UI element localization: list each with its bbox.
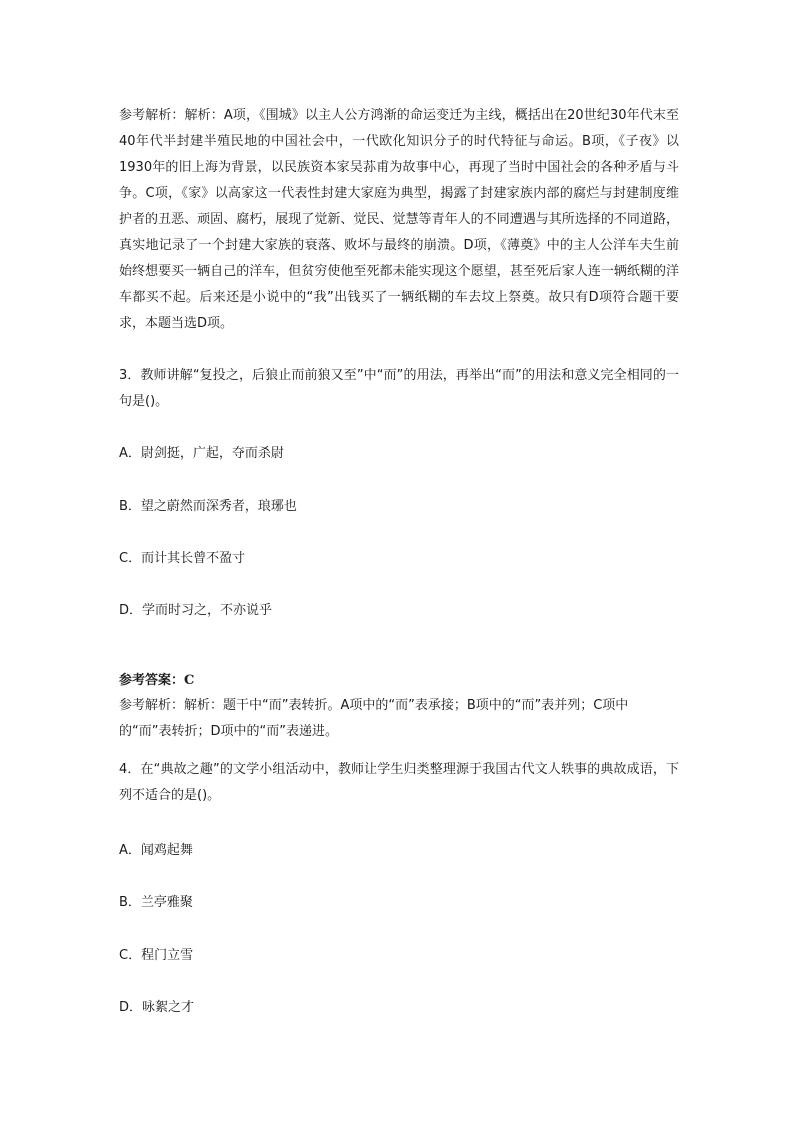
- q2-analysis-text: 参考解析：解析：A项，《围城》以主人公方鸿渐的命运变迁为主线，概括出在20世纪30年代末至40年代半封建半殖民地的中国社会中，一代欧化知识分子的时代特征与命运。B项，《子夜》以1930年的旧上海为背景，以民族资本家吴荪甫为故事中心，再现了当时中国社会的各种矛盾与斗争。C项，《家》以高家这一代表性封建大家庭为典型，揭露了封建家族内部的腐烂与封建制度维护者的丑恶、顽固、腐朽，展现了觉新、觉民、觉慧等青年人的不同遭遇与其所选择的不同道路，真实地记录了一个封建大家族的衰落、败坏与最终的崩溃。D项，《薄奠》中的主人公洋车夫生前始终想要买一辆自己的洋车，但贫穷使他至死都未能实现这个愿望，甚至死后家人连一辆纸糊的洋车都买不起。后来还是小说中的“我”出钱买了一辆纸糊的车去坟上祭奠。故只有D项符合题干要求，本题当选D项。: [119, 108, 679, 331]
- q3-analysis-text: 参考解析：解析：题干中“而”表转折。A项中的“而”表承接；B项中的“而”表并列；C项中的“而”表转折；D项中的“而”表递进。: [119, 698, 629, 739]
- q4-option-d: D．咏絮之才: [119, 1000, 195, 1015]
- q4-option-c: C．程门立雪: [119, 948, 194, 963]
- q3-option-d: D．学而时习之，不亦说乎: [119, 603, 273, 618]
- q3-option-b: B．望之蔚然而深秀者，琅琊也: [119, 499, 297, 514]
- q3-option-a: A．尉剑挺，广起，夺而杀尉: [119, 446, 284, 461]
- q4-stem: 4．在“典故之趣”的文学小组活动中，教师让学生归类整理源于我国古代文人轶事的典故成语，下列不适合的是()。: [119, 762, 679, 803]
- q3-option-c: C．而计其长曾不盈寸: [119, 551, 246, 566]
- q4-option-b: B．兰亭雅聚: [119, 895, 193, 910]
- q4-option-a: A．闻鸡起舞: [119, 843, 193, 858]
- q3-answer-label: 参考答案：C: [119, 673, 195, 688]
- q3-stem: 3．教师讲解“复投之，后狼止而前狼又至”中“而”的用法，再举出“而”的用法和意义完全相同的一句是()。: [119, 368, 679, 409]
